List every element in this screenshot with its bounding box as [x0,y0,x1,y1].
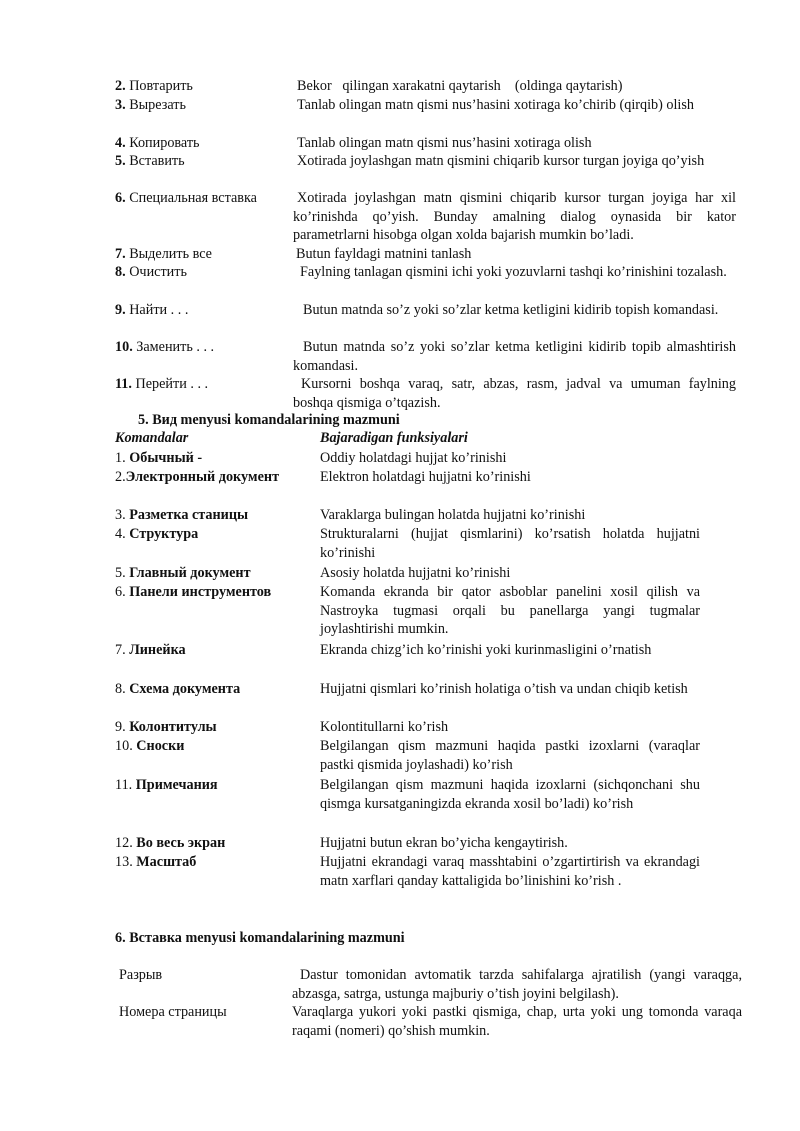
view-menu-heading: 5. Вид menyusi komandalarining mazmuni [138,412,400,428]
functions-column-header: Bajaradigan funksiyalari [320,430,468,446]
commands-column-header: Komandalar [115,430,189,446]
document-page: 2. Повтарить Bekor qilingan xarakatni qaytarish (oldinga qaytarish) 3. Вырезать Tanlab olingan matn qismi nus’hasini xotiraga ko’chirib (qirqib) olish 4. Копировать Tanlab olingan matn qismi nus’hasini xotiraga olish 5. Вставить Xotirada joylashgan matn qismini chiqarib kursor turgan joyiga qo’yish 6. Специальная вставка Xotirada joylashgan matn qismini chiqarib kursor turgan joyiga har xil ko’rinishda qo’yish. Bunday amalning dialog oynasida bir kator parametrlarni hisobga olgan xolda bajarish mumkin bo’ladi. 7. Выделить все Butun fayldagi matnini tanlash 8. Очистить Faylning tanlagan qismini ichi yoki yozuvlarni tashqi ko’rinishini tozalash. 9. Найти . . . Butun matnda so’z yoki so’zlar ketma ketligini kidirib topish komandasi. 10. Заменить . . . Butun matnda so’z yoki so’zlar ketma ketligini kidirib topib almashtirish komandasi. 11. Перейти . . . Kursorni boshqa varaq, satr, abzas, rasm, jadval va umuman faylning boshqa qismiga o’tqazish. 5. Вид menyusi komandalarining mazmuni Komandalar Bajaradigan funksiyalari 1. Обычный - Oddiy holatdagi hujjat ko’rinishi 2.Электронный документ Elektron holatdagi hujjatni ko’rinishi 3. Разметка станицы Varaklarga bulingan holatda hujjatni ko’rinishi 4. Структура Strukturalarni (hujjat qismlarini) ko’rsatish holatda hujjatni ko’rinishi 5. Главный документ Asosiy holatda hujjatni ko’rinishi 6. Панели инструментов Komanda ekranda bir qator asboblar panelini xosil qilish va Nastroyka tugmasi orqali bu panellarga yangi tugmalar joylashtirishi mumkin. 7. Линейка Ekranda chizg’ich ko’rinishi yoki kurinmasligini o’rnatish 8. Схема документа Hujjatni qismlari ko’rinish holatiga o’tish va undan chiqib ketish 9. Колонтитулы Kolontitullarni ko’rish 10. Сноски Belgilangan qism mazmuni haqida pastki izoxlarni (varaqlar pastki qismida joylashadi) ko’rish 11. Примечания Belgilangan qism mazmuni haqida izoxlarni (sichqonchani shu qismga kursatganingizda ekranda xosil bo’ladi) ko’rish 12. Во весь экран Hujjatni butun ekran bo’yicha kengaytirish. 13. Масштаб Hujjatni ekrandagi varaq masshtabini o’zgartirtirish va ekrandagi matn xarflari qanday kattaligida bo’linishini ko’rish . 6. Вставка menyusi komandalarining mazmuni Разрыв Dastur tomonidan avtomatik tarzda sahifalarga ajratilish (yangi varaqga, abzasga, satrga, ustunga majburiy o’tish joyini belgilash). Номера страницы Varaqlarga yukori yoki pastki qismiga, chap, urta yoki ung tomonda varaqa raqami (nomeri) qo’shish mumkin. [115,78,742,1039]
insert-menu-heading: 6. Вставка menyusi komandalarining mazmuni [115,930,405,946]
